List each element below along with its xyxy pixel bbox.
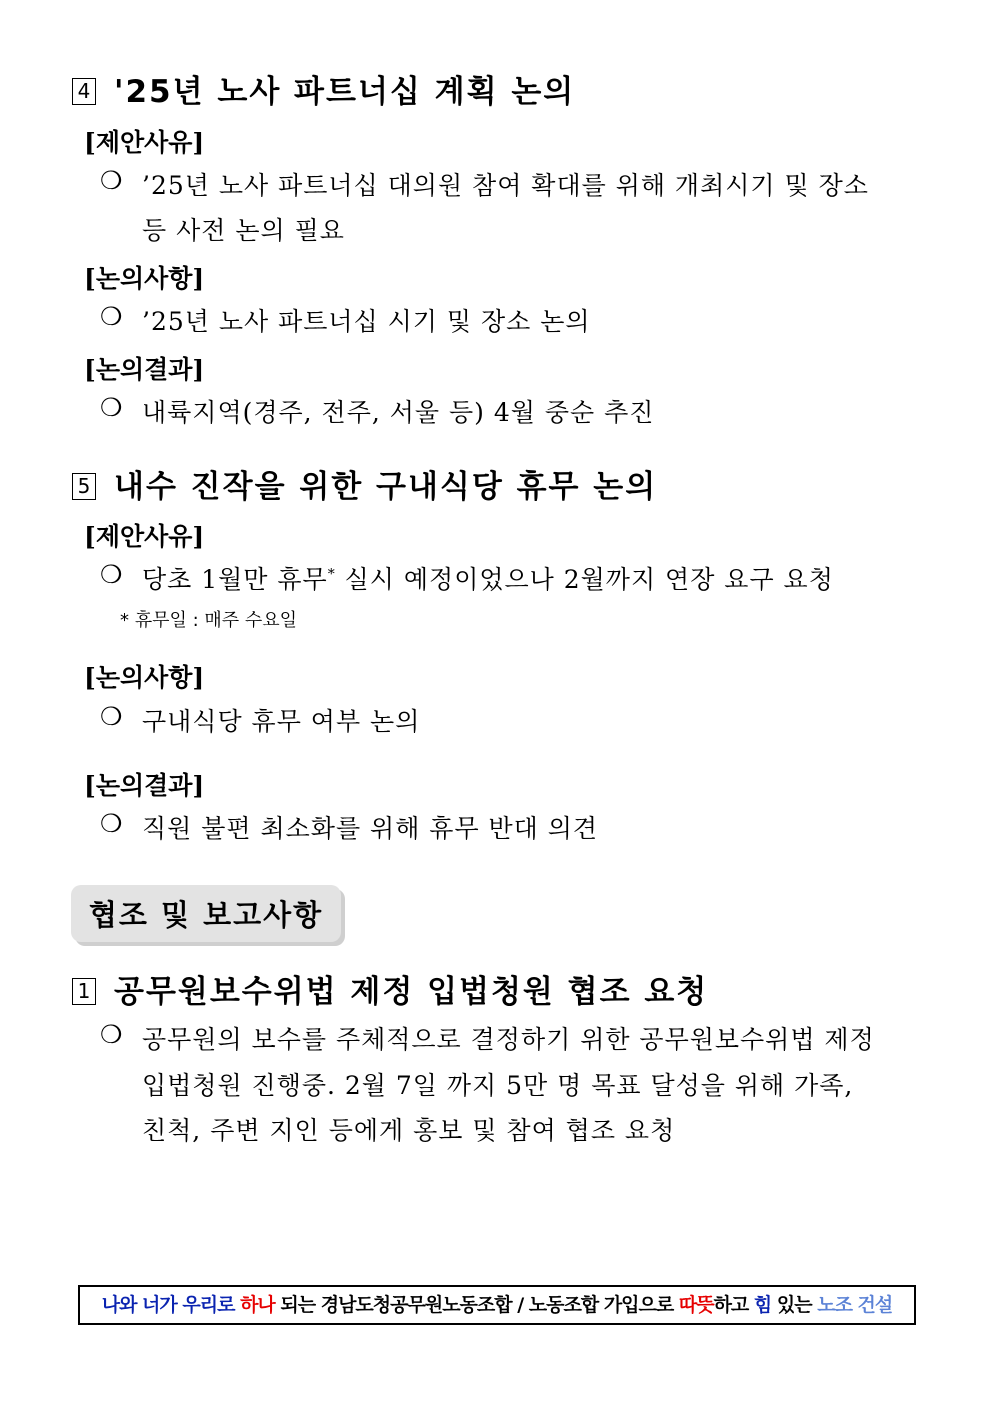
section-number-box: 4 — [72, 78, 96, 105]
footnote: * 휴무일 : 매주 수요일 — [120, 610, 298, 631]
circle-bullet-icon: ❍ — [100, 809, 124, 838]
discussion-bullet: ❍ ’25년 노사 파트너십 시기 및 장소 논의 — [100, 302, 591, 336]
proposal-bullet: ❍ ’25년 노사 파트너십 대의원 참여 확대를 위해 개최시기 및 장소 — [100, 166, 869, 200]
circle-bullet-icon: ❍ — [100, 1020, 124, 1049]
section-title: 내수 진작을 위한 구내식당 휴무 논의 — [114, 469, 658, 505]
footnote-asterisk: * — [327, 566, 336, 583]
item-number-box: 1 — [72, 978, 96, 1005]
cooperation-item-heading — [72, 966, 708, 1011]
result-bullet: ❍ 직원 불편 최소화를 위해 휴무 반대 의견 — [100, 809, 599, 843]
circle-bullet-icon: ❍ — [100, 393, 124, 422]
result-header: [논의결과] — [84, 355, 205, 384]
proposal-header: [제안사유] — [84, 128, 205, 157]
section-number-box: 5 — [72, 473, 96, 500]
section-title: '25년 노사 파트너십 계획 논의 — [114, 74, 576, 110]
proposal-header: [제안사유] — [84, 522, 205, 551]
discussion-bullet: ❍ 구내식당 휴무 여부 논의 — [100, 702, 421, 736]
circle-bullet-icon: ❍ — [100, 302, 124, 331]
result-bullet: ❍ 내륙지역(경주, 전주, 서울 등) 4월 중순 추진 — [100, 393, 655, 427]
item-title: 공무원보수위법 제정 입법청원 협조 요청 — [114, 974, 709, 1010]
result-header: [논의결과] — [84, 771, 205, 800]
circle-bullet-icon: ❍ — [100, 560, 124, 589]
cooperation-tag: 협조 및 보고사항 — [71, 885, 341, 942]
proposal-bullet-continued: 등 사전 논의 필요 — [142, 216, 345, 245]
cooperation-bullet: ❍ 공무원의 보수를 주체적으로 결정하기 위한 공무원보수위법 제정 — [100, 1020, 875, 1054]
discussion-header: [논의사항] — [84, 264, 205, 293]
circle-bullet-icon: ❍ — [100, 702, 124, 731]
discussion-header: [논의사항] — [84, 663, 205, 692]
cooperation-bullet-line2: 입법청원 진행중. 2월 7일 까지 5만 명 목표 달성을 위해 가족, — [142, 1071, 854, 1100]
section-5-heading — [72, 461, 657, 506]
footer-slogan: 나와 너가 우리로 하나 되는 경남도청공무원노동조합 / 노동조합 가입으로 따뜻하고 힘 있는 노조 건설 — [78, 1285, 916, 1325]
proposal-bullet: ❍ 당초 1월만 휴무* 실시 예정이었으나 2월까지 연장 요구 요청 — [100, 560, 834, 594]
circle-bullet-icon: ❍ — [100, 166, 124, 195]
section-4-heading — [72, 66, 575, 111]
cooperation-bullet-line3: 친척, 주변 지인 등에게 홍보 및 참여 협조 요청 — [142, 1116, 676, 1145]
